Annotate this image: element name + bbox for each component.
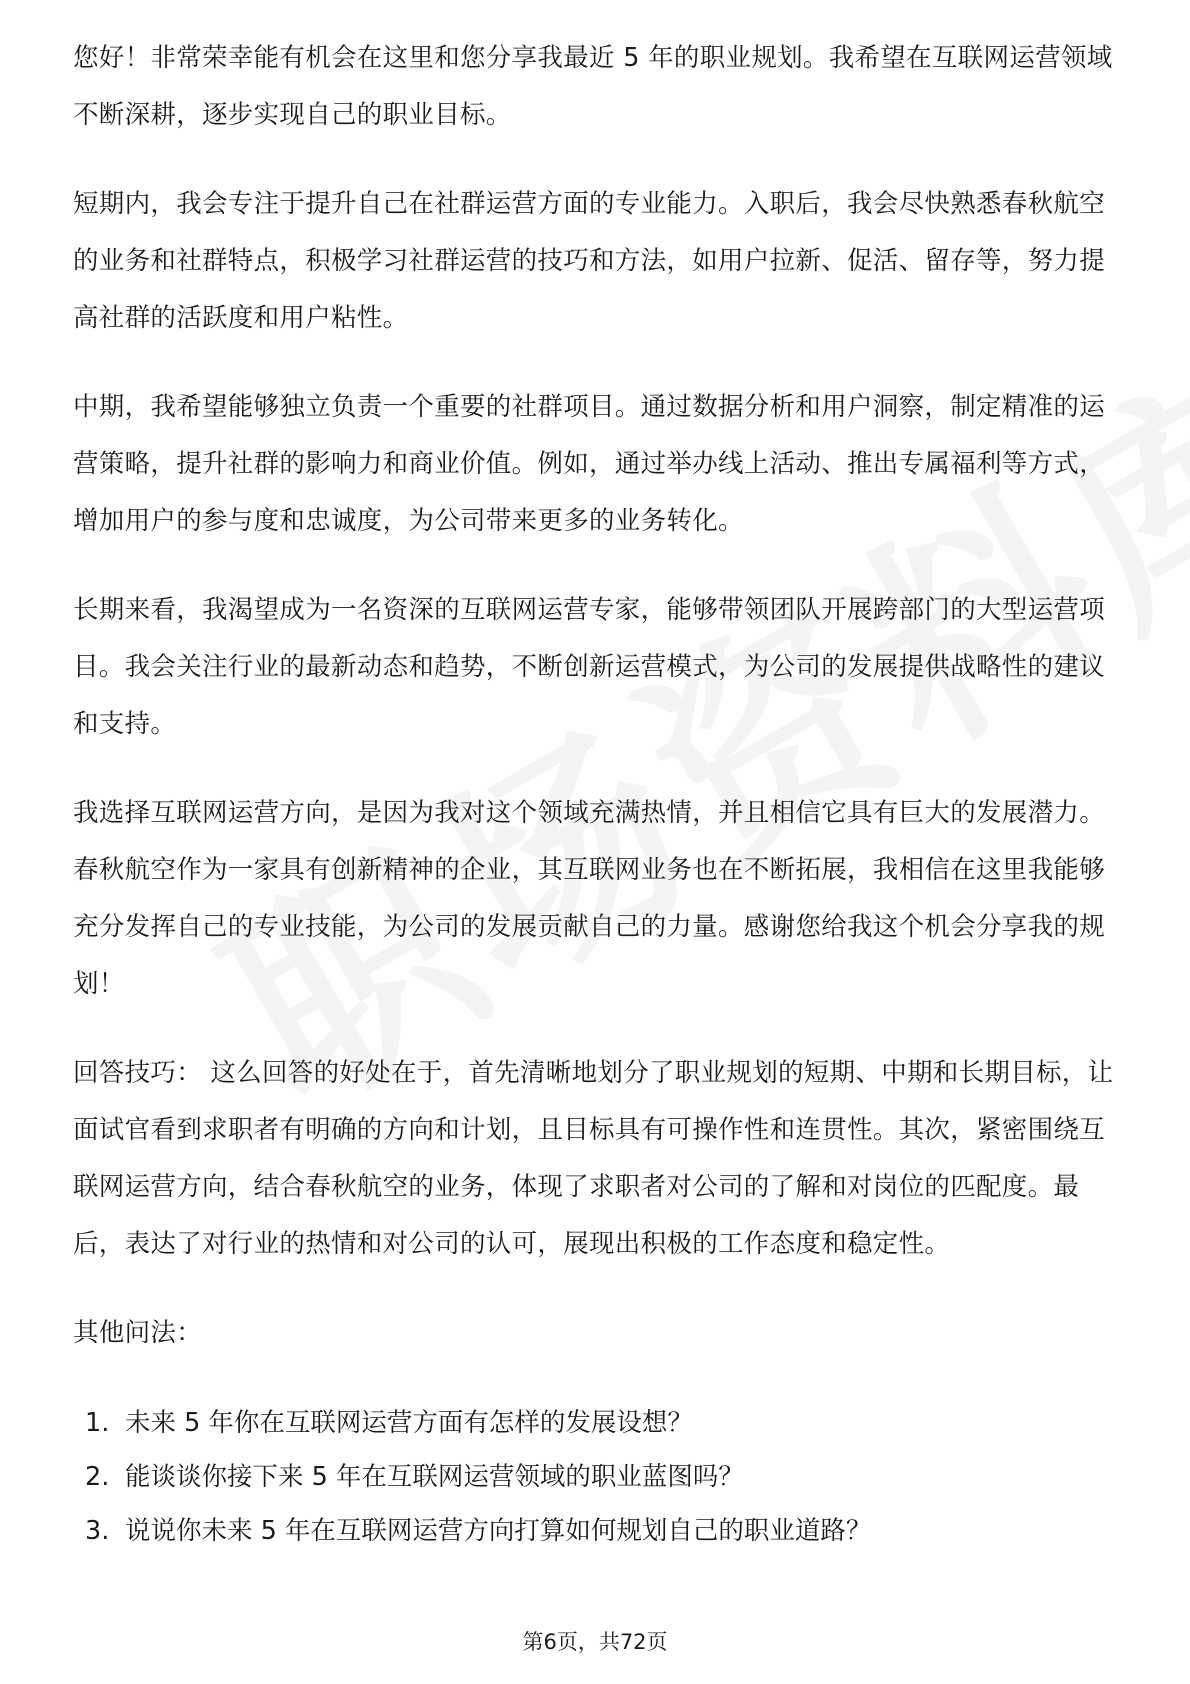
list-item-number: 3. (85, 1516, 110, 1546)
intro-paragraph: 您好！非常荣幸能有机会在这里和您分享我最近 5 年的职业规划。我希望在互联网运营领域不断深耕，逐步实现自己的职业目标。 (73, 43, 1113, 130)
list-item-text: 说说你未来 5 年在互联网运营方向打算如何规划自己的职业道路？ (125, 1516, 872, 1546)
answer-tips-paragraph: 回答技巧： 这么回答的好处在于，首先清晰地划分了职业规划的短期、中期和长期目标，让面试官看到求职者有明确的方向和计划，且目标具有可操作性和连贯性。其次，紧密围绕互联网运营方向，结合春秋航空的业务，体现了求职者对公司的了解和对岗位的匹配度。最后，表达了对行业的热情和对公司的认可，展现出积极的工作态度和稳定性。 (73, 1058, 1114, 1259)
other-questions-list (73, 1396, 1123, 1558)
list-item-number: 1. (85, 1408, 110, 1438)
list-item-number: 2. (85, 1462, 110, 1492)
long-term-paragraph: 长期来看，我渴望成为一名资深的互联网运营专家，能够带领团队开展跨部门的大型运营项目。我会关注行业的最新动态和趋势，不断创新运营模式，为公司的发展提供战略性的建议和支持。 (73, 595, 1106, 739)
other-questions-heading: 其他问法： (73, 1318, 203, 1348)
list-item (73, 1396, 1123, 1450)
page-number-footer: 第6页，共72页 (522, 1630, 668, 1654)
document-body (73, 34, 1123, 1558)
short-term-paragraph: 短期内，我会专注于提升自己在社群运营方面的专业能力。入职后，我会尽快熟悉春秋航空的业务和社群特点，积极学习社群运营的技巧和方法，如用户拉新、促活、留存等，努力提高社群的活跃度和用户粘性。 (73, 189, 1106, 333)
mid-term-paragraph: 中期，我希望能够独立负责一个重要的社群项目。通过数据分析和用户洞察，制定精准的运营策略，提升社群的影响力和商业价值。例如，通过举办线上活动、推出专属福利等方式，增加用户的参与度和忠诚度，为公司带来更多的业务转化。 (73, 392, 1106, 536)
list-item-text: 未来 5 年你在互联网运营方面有怎样的发展设想？ (125, 1408, 693, 1438)
list-item (73, 1504, 1123, 1558)
motivation-paragraph: 我选择互联网运营方向，是因为我对这个领域充满热情，并且相信它具有巨大的发展潜力。春秋航空作为一家具有创新精神的企业，其互联网业务也在不断拓展，我相信在这里我能够充分发挥自己的专业技能，为公司的发展贡献自己的力量。感谢您给我这个机会分享我的规划！ (73, 798, 1106, 999)
list-item (73, 1450, 1123, 1504)
list-item-text: 能谈谈你接下来 5 年在互联网运营领域的职业蓝图吗？ (125, 1462, 744, 1492)
